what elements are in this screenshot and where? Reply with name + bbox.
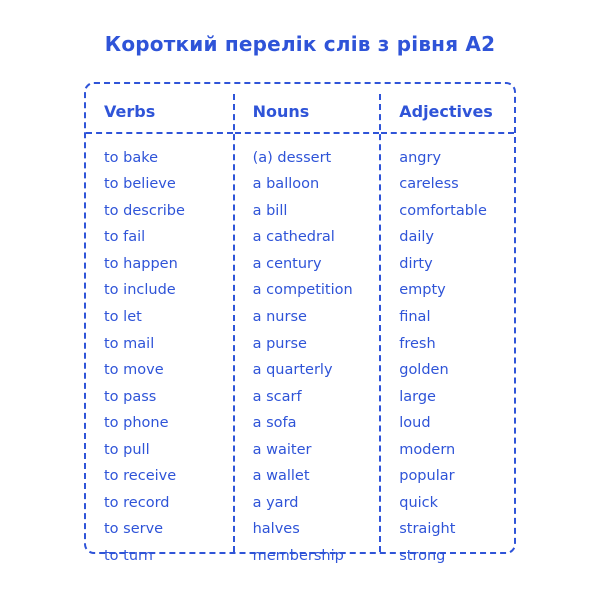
list-item: (a) dessert: [252, 149, 332, 166]
column-header-nouns: Nouns: [252, 102, 310, 121]
list-item: to let: [104, 308, 142, 325]
list-item: to fail: [104, 229, 146, 246]
list-item: a cathedral: [252, 229, 335, 246]
list-item: to pull: [104, 441, 150, 458]
list-item: a quarterly: [252, 362, 333, 379]
list-item: straight: [399, 521, 456, 538]
list-item: to pass: [104, 388, 157, 405]
list-item: a yard: [252, 494, 299, 511]
header-divider-verbs: [86, 132, 233, 134]
list-item: a nurse: [252, 308, 307, 325]
list-item: a sofa: [252, 415, 297, 432]
list-item: to record: [104, 494, 170, 511]
list-item: empty: [399, 282, 446, 299]
list-item: a waiter: [252, 441, 312, 458]
list-item: membership: [252, 547, 344, 564]
list-item: a bill: [252, 202, 288, 219]
column-header-verbs: Verbs: [104, 102, 156, 121]
list-item: strong: [399, 547, 446, 564]
list-item: to serve: [104, 521, 164, 538]
header-divider-nouns: [235, 132, 380, 134]
list-item: to phone: [104, 415, 169, 432]
list-item: popular: [399, 468, 455, 485]
column-nouns: [233, 94, 380, 564]
list-item: comfortable: [399, 202, 487, 219]
word-list-adjectives: [399, 145, 514, 570]
list-item: final: [399, 308, 431, 325]
list-item: to move: [104, 362, 164, 379]
list-item: halves: [252, 521, 300, 538]
list-item: dirty: [399, 255, 433, 272]
column-adjectives: [379, 94, 514, 564]
list-item: a balloon: [252, 176, 320, 193]
word-list-verbs: [104, 145, 233, 570]
list-item: angry: [399, 149, 442, 166]
list-item: to receive: [104, 468, 177, 485]
page-title: Короткий перелік слів з рівня A2: [104, 32, 496, 56]
word-list-nouns: [253, 145, 380, 570]
list-item: to believe: [104, 176, 176, 193]
list-item: golden: [399, 362, 449, 379]
list-item: to turn: [104, 547, 153, 564]
list-item: to happen: [104, 255, 178, 272]
list-item: quick: [399, 494, 439, 511]
column-verbs: [86, 94, 233, 564]
list-item: loud: [399, 415, 431, 432]
list-item: to include: [104, 282, 176, 299]
list-item: a wallet: [252, 468, 310, 485]
list-item: a scarf: [252, 388, 302, 405]
list-item: to bake: [104, 149, 159, 166]
list-item: a purse: [252, 335, 307, 352]
list-item: a century: [252, 255, 322, 272]
list-item: a competition: [252, 282, 353, 299]
list-item: large: [399, 388, 436, 405]
list-item: to mail: [104, 335, 155, 352]
list-item: careless: [399, 176, 459, 193]
word-columns: [86, 94, 514, 564]
list-item: fresh: [399, 335, 436, 352]
list-item: to describe: [104, 202, 185, 219]
column-header-adjectives: Adjectives: [399, 102, 493, 121]
header-divider-adjectives: [381, 132, 514, 134]
word-table-card: [84, 82, 516, 564]
list-item: daily: [399, 229, 434, 246]
list-item: modern: [399, 441, 456, 458]
